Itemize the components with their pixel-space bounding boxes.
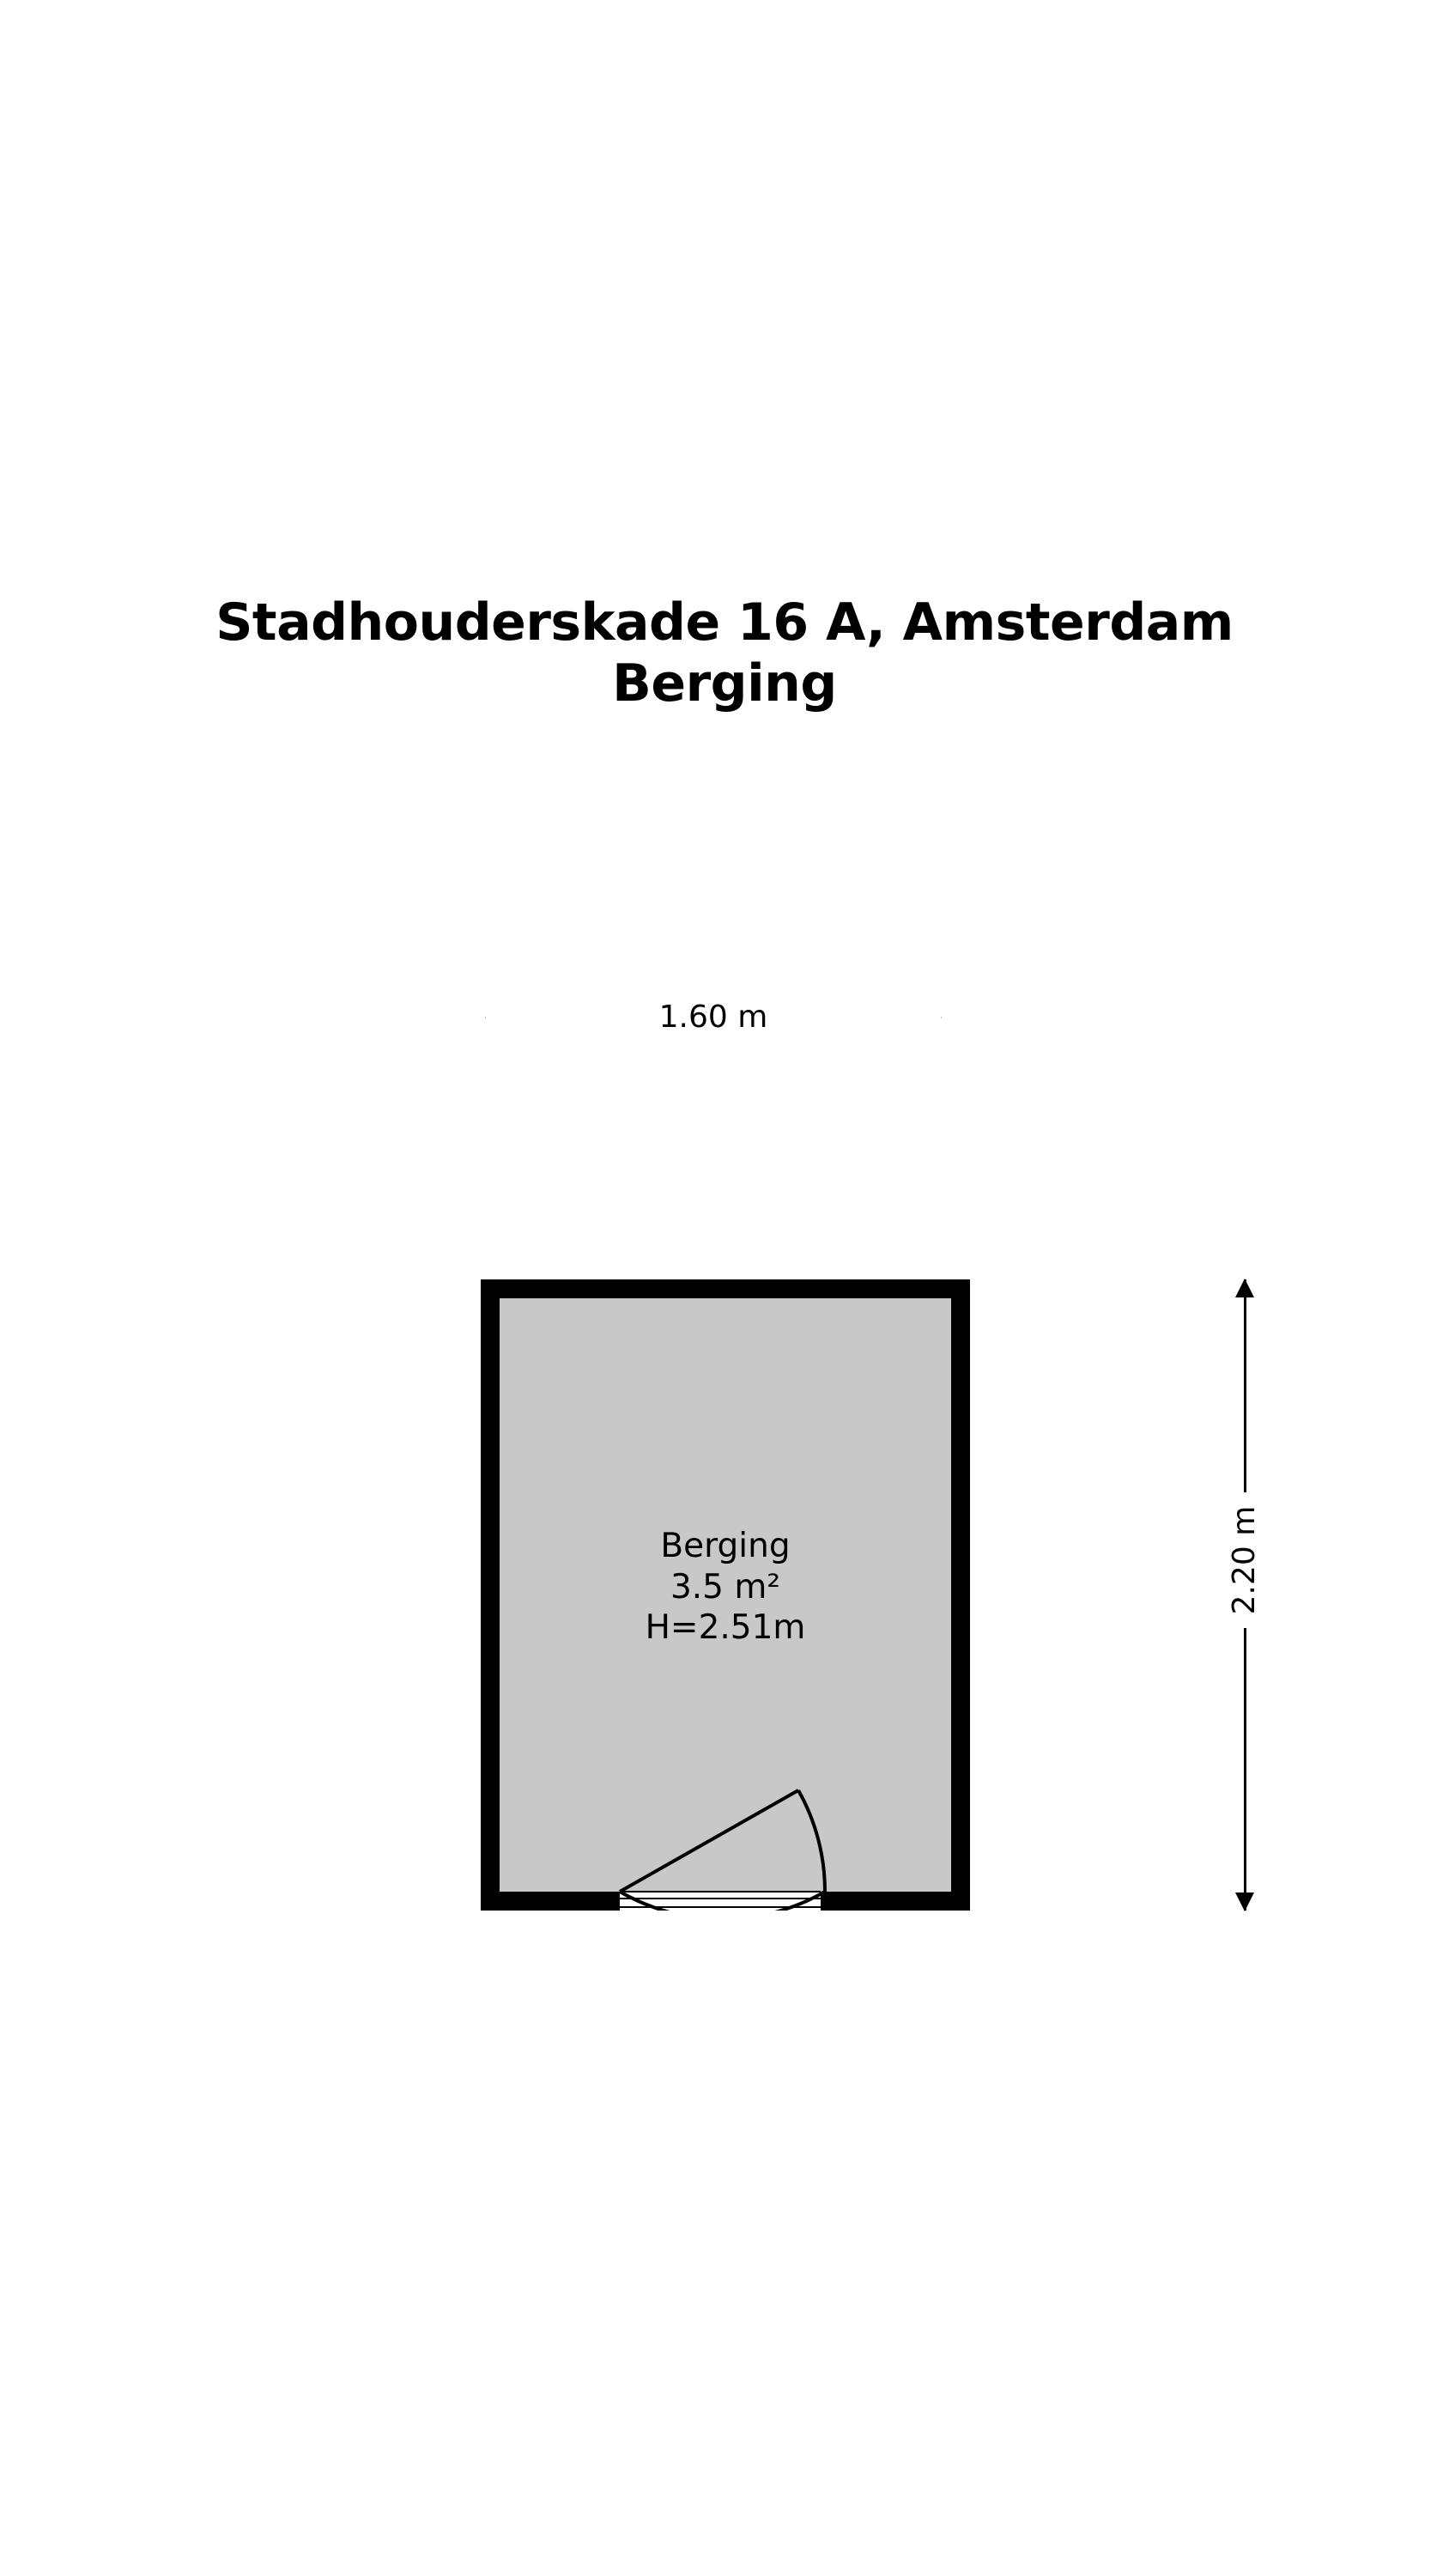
room-name: Berging <box>660 1527 791 1565</box>
arrow-down-icon <box>1235 1893 1254 1911</box>
room-berging <box>481 1279 970 1911</box>
door-frame <box>601 1892 840 1911</box>
room-height: H=2.51m <box>645 1608 806 1648</box>
dimension-height-label <box>1222 1440 1268 1680</box>
room-floor <box>500 1298 951 1892</box>
dimension-width <box>486 992 941 1043</box>
door-threshold <box>620 1891 821 1908</box>
room-area: 3.5 m² <box>670 1567 781 1607</box>
dimension-width-label <box>486 998 941 1037</box>
door-jamb-right <box>821 1892 840 1911</box>
title-floor: Berging <box>612 653 837 714</box>
dimension-height <box>1219 1279 1270 1911</box>
dimension-height-text: 2.20 m <box>1222 1492 1268 1629</box>
door-jamb-left <box>601 1892 620 1911</box>
arrow-up-icon <box>1235 1279 1254 1297</box>
title-address: Stadhouderskade 16 A, Amsterdam <box>215 592 1234 653</box>
dimension-width-text: 1.60 m <box>647 998 780 1037</box>
room-label <box>500 1526 951 1649</box>
